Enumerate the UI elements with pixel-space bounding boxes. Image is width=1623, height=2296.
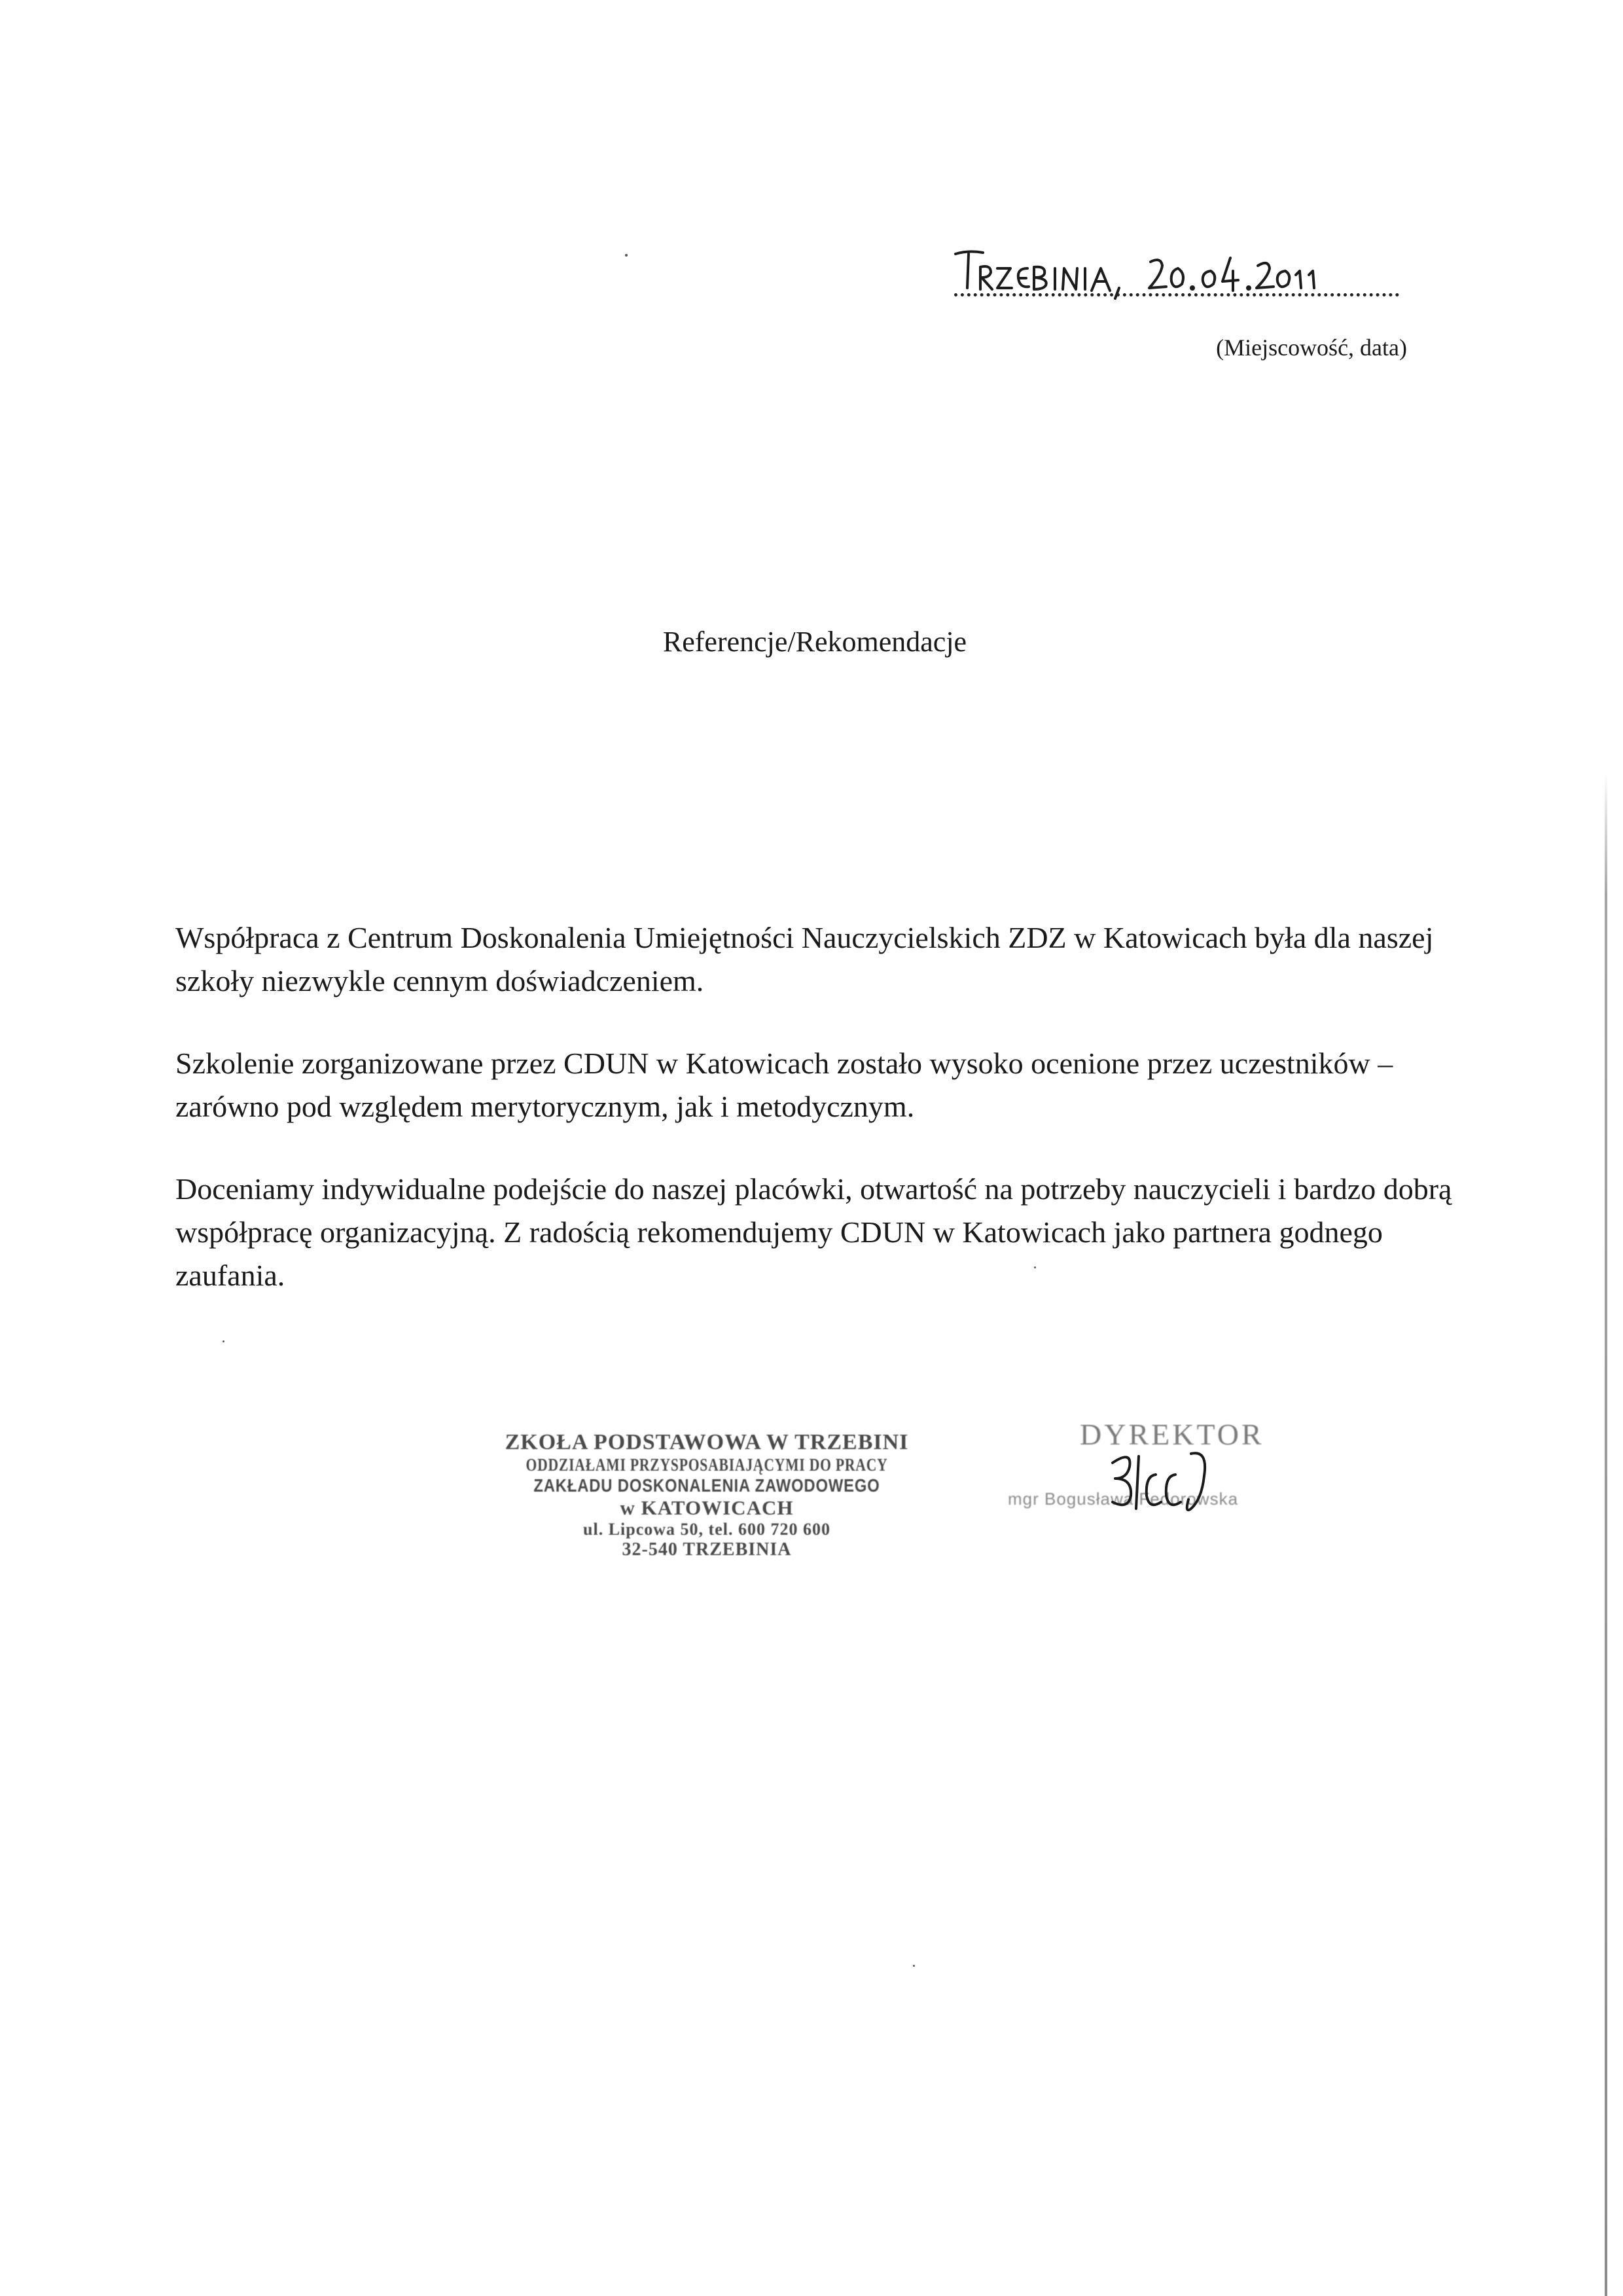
scan-speck bbox=[913, 1965, 915, 1967]
place-date-dotted-line bbox=[954, 293, 1399, 296]
paragraph: Doceniamy indywidualne podejście do naszej placówki, otwartość na potrzeby nauczycieli i bardzo dobrą współpracę organizacyjną. Z radością rekomendujemy CDUN w Katowicach jako partnera godnego zaufania. bbox=[175, 1172, 1452, 1292]
stamp-line: ZAKŁADU DOSKONALENIA ZAWODOWEGO bbox=[533, 1475, 880, 1496]
scan-edge-line bbox=[1605, 772, 1607, 2296]
stamp-line: 32-540 TRZEBINIA bbox=[622, 1539, 792, 1560]
director-title: DYREKTOR bbox=[1080, 1418, 1264, 1451]
handwritten-signature bbox=[1093, 1437, 1237, 1528]
stamp-line: ODDZIAŁAMI PRZYSPOSABIAJĄCYMI DO PRACY bbox=[526, 1455, 888, 1475]
page-title: Referencje/Rekomendacje bbox=[662, 626, 967, 658]
school-stamp bbox=[471, 1430, 942, 1560]
stamp-line: ZKOŁA PODSTAWOWA W TRZEBINI bbox=[505, 1430, 909, 1454]
director-name: mgr Bogusława Fedorowska bbox=[1008, 1489, 1239, 1509]
stamp-line: ul. Lipcowa 50, tel. 600 720 600 bbox=[583, 1520, 830, 1539]
paragraph: Współpraca z Centrum Doskonalenia Umiejętności Nauczycielskich ZDZ w Katowicach była dla naszej szkoły niezwykle cennym doświadczeniem. bbox=[175, 921, 1434, 997]
paragraph: Szkolenie zorganizowane przez CDUN w Katowicach zostało wysoko ocenione przez uczestników – zarówno pod względem merytorycznym, jak i metodycznym. bbox=[175, 1047, 1393, 1123]
scan-speck bbox=[625, 254, 628, 257]
scan-speck bbox=[223, 1340, 224, 1342]
stamp-line: w KATOWICACH bbox=[620, 1496, 794, 1519]
handwritten-place-date bbox=[942, 242, 1400, 314]
director-stamp bbox=[1008, 1417, 1309, 1548]
place-date-caption: (Miejscowość, data) bbox=[1216, 334, 1407, 361]
letter-body bbox=[175, 916, 1458, 1336]
